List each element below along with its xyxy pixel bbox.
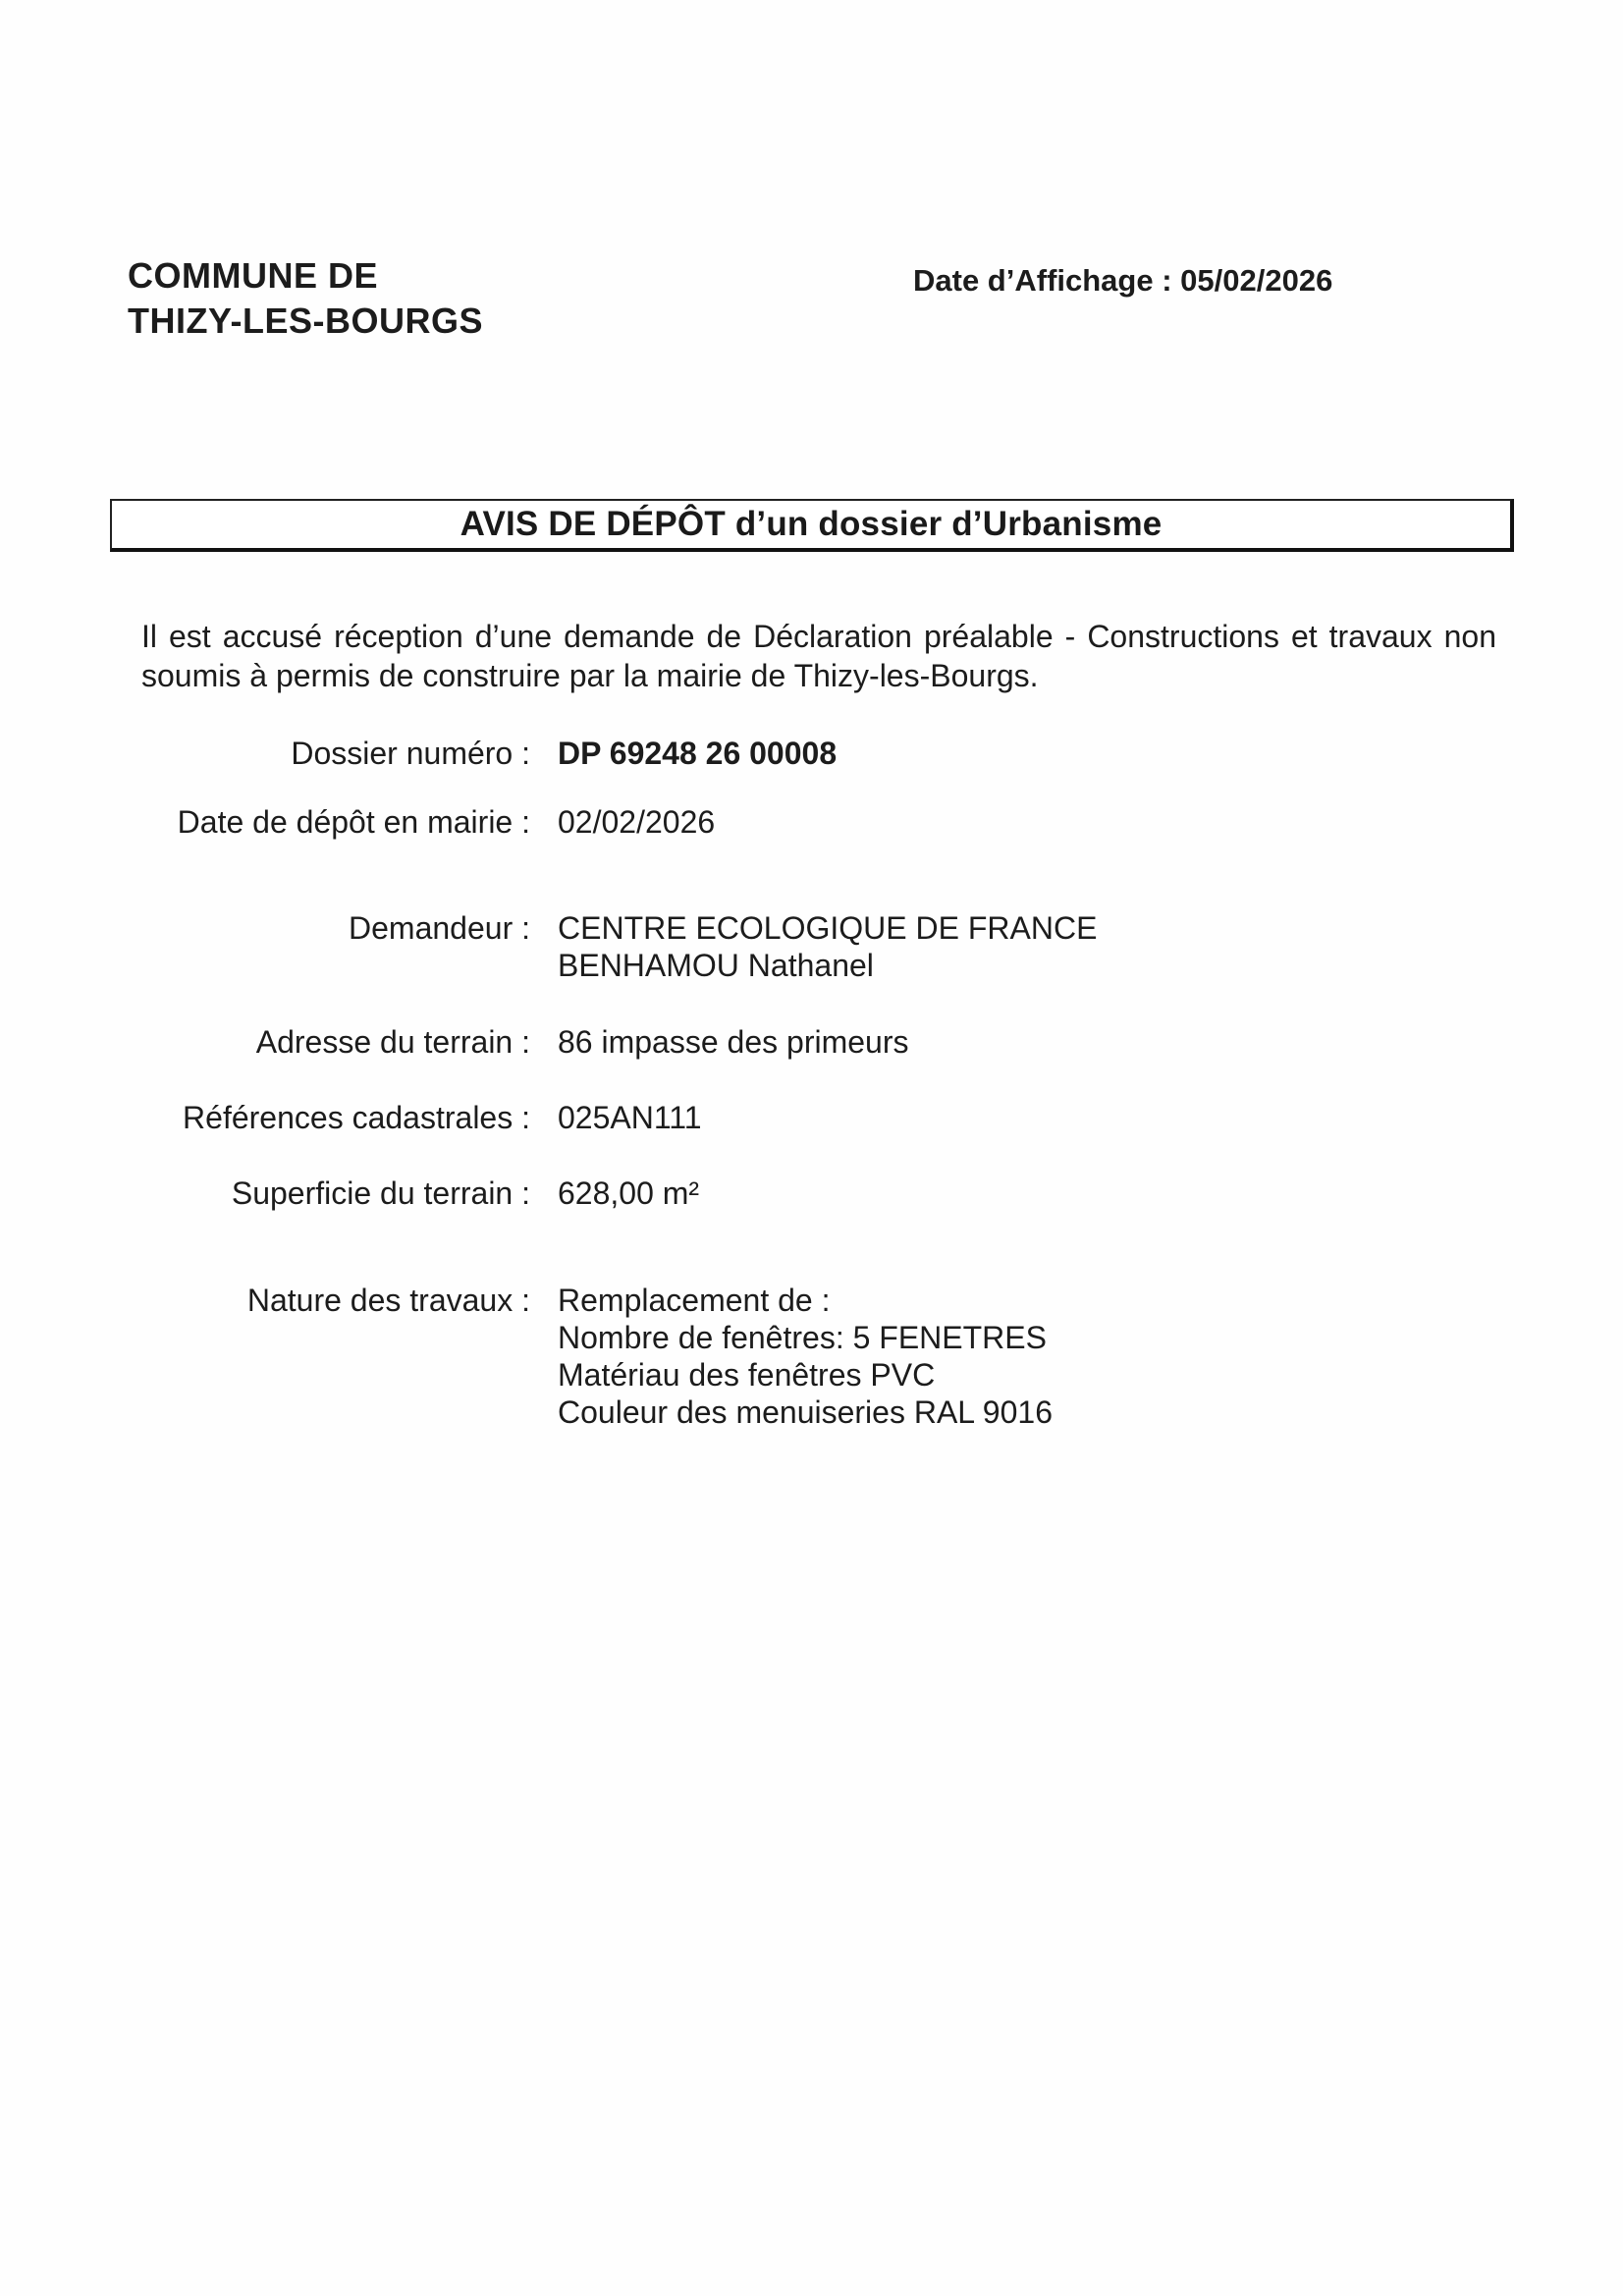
nature-line: Nombre de fenêtres: 5 FENETRES <box>558 1320 1047 1355</box>
field-label: Date de dépôt en mairie : <box>177 804 530 840</box>
title-box <box>110 499 1514 552</box>
demandeur-line: BENHAMOU Nathanel <box>558 948 874 983</box>
field-label: Superficie du terrain : <box>231 1175 530 1211</box>
field-label: Références cadastrales : <box>183 1100 530 1135</box>
page-title: AVIS DE DÉPÔT d’un dossier d’Urbanisme <box>460 505 1163 543</box>
commune-line-2: THIZY-LES-BOURGS <box>128 301 484 341</box>
nature-line: Matériau des fenêtres PVC <box>558 1357 936 1393</box>
field-value: 02/02/2026 <box>558 804 716 840</box>
field-value <box>558 909 1097 984</box>
field-value: 86 impasse des primeurs <box>558 1024 909 1060</box>
field-value: 025AN111 <box>558 1100 702 1135</box>
date-affichage-label: Date d’Affichage : <box>913 263 1172 298</box>
date-affichage <box>913 261 1332 301</box>
field-label: Adresse du terrain : <box>255 1024 530 1060</box>
nature-line: Remplacement de : <box>558 1283 831 1318</box>
demandeur-line: CENTRE ECOLOGIQUE DE FRANCE <box>558 910 1098 946</box>
commune-name <box>128 253 483 344</box>
intro-paragraph: Il est accusé réception d’une demande de Déclaration préalable - Constructions et travaux non soumis à permis de construire par la mairie de Thizy-les-Bourgs. <box>141 619 1496 693</box>
nature-line: Couleur des menuiseries RAL 9016 <box>558 1394 1053 1430</box>
commune-line-1: COMMUNE DE <box>128 255 378 296</box>
field-label: Nature des travaux : <box>246 1283 530 1318</box>
field-label: Dossier numéro : <box>291 736 530 771</box>
field-value: DP 69248 26 00008 <box>558 736 838 771</box>
field-label: Demandeur : <box>349 910 530 946</box>
field-value: 628,00 m² <box>558 1175 700 1211</box>
date-affichage-value: 05/02/2026 <box>1180 263 1333 298</box>
field-value <box>558 1282 1053 1431</box>
